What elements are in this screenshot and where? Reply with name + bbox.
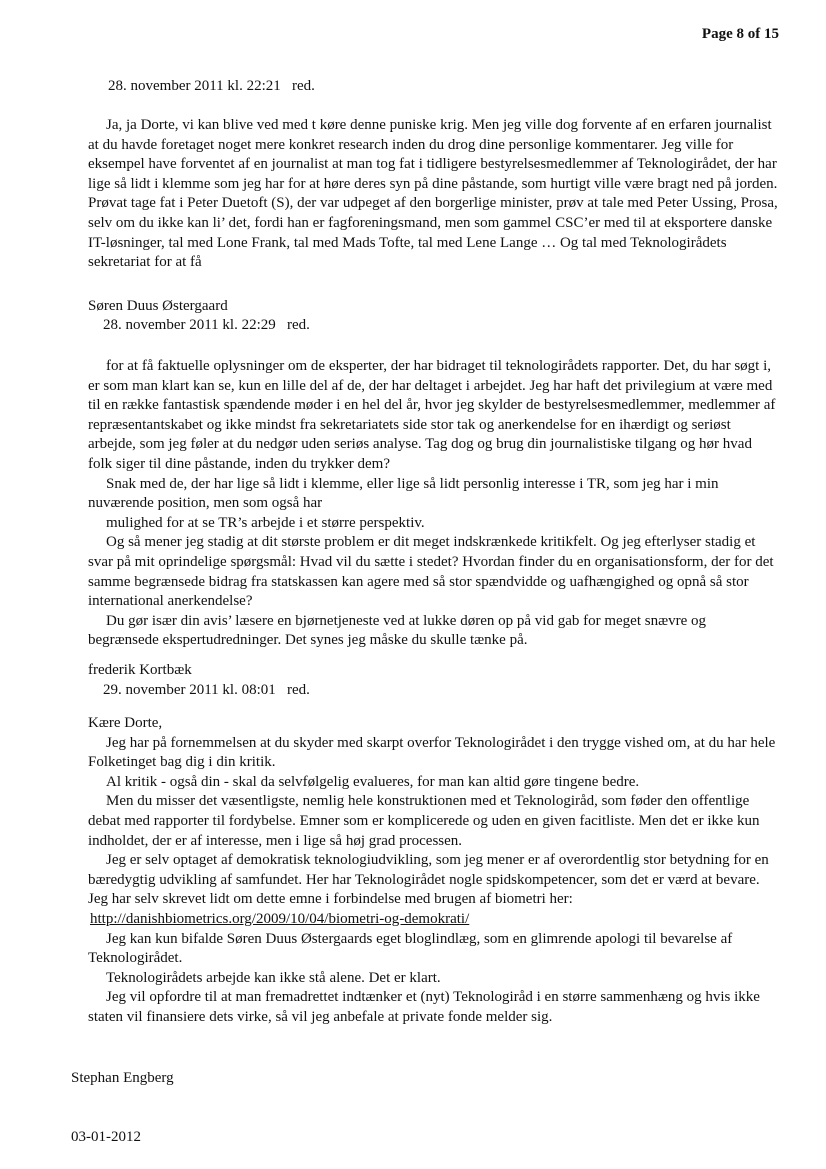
comment-paragraph: Teknologirådets arbejde kan ikke stå alene. Det er klart. bbox=[106, 969, 441, 986]
comment-3-author: frederik Kortbæk bbox=[88, 662, 192, 678]
comment-2-meta bbox=[103, 316, 310, 336]
comment-3-meta bbox=[103, 681, 310, 701]
page-number: Page 8 of 15 bbox=[701, 26, 779, 42]
comment-2-author: Søren Duus Østergaard bbox=[88, 298, 228, 314]
comment-paragraph: Ja, ja Dorte, vi kan blive ved med t køre denne puniske krig. Men jeg ville dog forvente af en erfaren journalist at du havde foretaget noget mere konkret research inden du drog dine personlige kommentarer. Jeg ville for eksempel have forventet af en journalist at man tog fat i tidligere bestyrelsesmedlemmer af Teknologirådet, der har lige så lidt i klemme som jeg har for at høre deres syn på dine påstande, som hurtigt ville være bragt ned på jorden. Prøvat tage fat i Peter Duetoft (S), der var udpeget af den borgerlige minister, prøv at tale med Peter Ussing, Prosa, selv om du ikke kan li’ det, fordi han er fagforeningsmand, men som gammel CSC’er med til at eksportere danske IT-løsninger, tal med Lone Frank, tal med Mads Tofte, tal med Lene Lange … Og tal med Teknologirådets sekretariat for at få bbox=[88, 117, 778, 271]
comment-3-timestamp: 29. november 2011 kl. 08:01 bbox=[103, 682, 276, 698]
comment-paragraph: Men du misser det væsentligste, nemlig hele konstruktionen med et Teknologiråd, som føder den offentlige debat med rapporter til fordybelse. Emner som er komplicerede og uden en given facitliste. Men det er ikke kun indholdet, der er af interesse, men i lige så høj grad processen. bbox=[88, 793, 760, 849]
footer-date: 03-01-2012 bbox=[71, 1129, 141, 1145]
comment-2-timestamp: 28. november 2011 kl. 22:29 bbox=[103, 317, 276, 333]
comment-paragraph: Du gør især din avis’ læsere en bjørnetjeneste ved at lukke døren op på vid gab for meget snævre og begrænsede ekspertudredninger. Det synes jeg måske du skulle tænke på. bbox=[88, 612, 706, 649]
biometri-link[interactable]: http://danishbiometrics.org/2009/10/04/biometri-og-demokrati/ bbox=[90, 910, 470, 927]
comment-paragraph: Al kritik - også din - skal da selvfølgelig evalueres, for man kan altid gøre tingene bedre. bbox=[106, 773, 640, 790]
comment-3-tag: red. bbox=[287, 682, 310, 698]
comment-paragraph: Og så mener jeg stadig at dit største problem er dit meget indskrænkede kritikfelt. Og jeg efterlyser stadig et svar på mit oprindelige spørgsmål: Hvad vil du sætte i stedet? Hvordan finder du en organisationsform, der for det samme begrænsede bidrag fra statskassen kan agere med så stor spændvidde og uafhængighed og opnå så stor international anerkendelse? bbox=[88, 534, 774, 610]
comment-paragraph: Jeg kan kun bifalde Søren Duus Østergaards eget bloglindlæg, som en glimrende apologi til bevarelse af Teknologirådet. bbox=[88, 930, 733, 967]
comment-3-body bbox=[88, 714, 778, 1028]
comment-paragraph: for at få faktuelle oplysninger om de eksperter, der har bidraget til teknologirådets rapporter. Det, du har søgt i, er som man klart kan se, kun en lille del af de, der har deltaget i arbejdet. Jeg har haft det privilegium at være med til en række fantastisk spændende møder i en hel del år, hvor jeg skylder de bestyrelsesmedlemmer, medlemmer af repræsentantskabet og ikke mindst fra sekretariatets side stor tak og anerkendelse for en ihærdigt og seriøst arbejde, som jeg føler at du nedgør uden seriøs analyse. Tag dog og brug din journalistiske tilgang og hør hvad folk siger til dine påstande, inden du trykker dem? bbox=[88, 358, 776, 472]
comment-paragraph: Jeg vil opfordre til at man fremadrettet indtænker et (nyt) Teknologiråd i en større sammenhæng og hvis ikke staten vil finansiere dets virke, så vil jeg anbefale at private fonde melder sig. bbox=[88, 989, 760, 1025]
comment-paragraph: Kære Dorte, bbox=[88, 715, 163, 731]
comment-paragraph: Snak med de, der har lige så lidt i klemme, eller lige så lidt personlig interesse i TR, som jeg har i min nuværende position, men som også har bbox=[88, 475, 719, 512]
comment-paragraph: Jeg er selv optaget af demokratisk teknologiudvikling, som jeg mener er af overordentlig stor betydning for en bæredygtig udvikling af samfundet. Her har Teknologirådet nogle spidskompetencer, som det er værd at bevare. Jeg har selv skrevet lidt om dette emne i forbindelse med brugen af biometri her: bbox=[88, 852, 769, 908]
signature: Stephan Engberg bbox=[71, 1070, 174, 1086]
comment-1-body bbox=[88, 116, 778, 273]
comment-1-meta bbox=[108, 77, 315, 97]
comment-1-timestamp: 28. november 2011 kl. 22:21 bbox=[108, 78, 281, 94]
comment-2-body bbox=[88, 357, 778, 651]
comment-paragraph: mulighed for at se TR’s arbejde i et større perspektiv. bbox=[106, 514, 425, 531]
comment-1-tag: red. bbox=[292, 78, 315, 94]
comment-2-tag: red. bbox=[287, 317, 310, 333]
comment-paragraph: Jeg har på fornemmelsen at du skyder med skarpt overfor Teknologirådet i den trygge vished om, at du har hele Folketinget bag dig i din kritik. bbox=[88, 734, 776, 771]
